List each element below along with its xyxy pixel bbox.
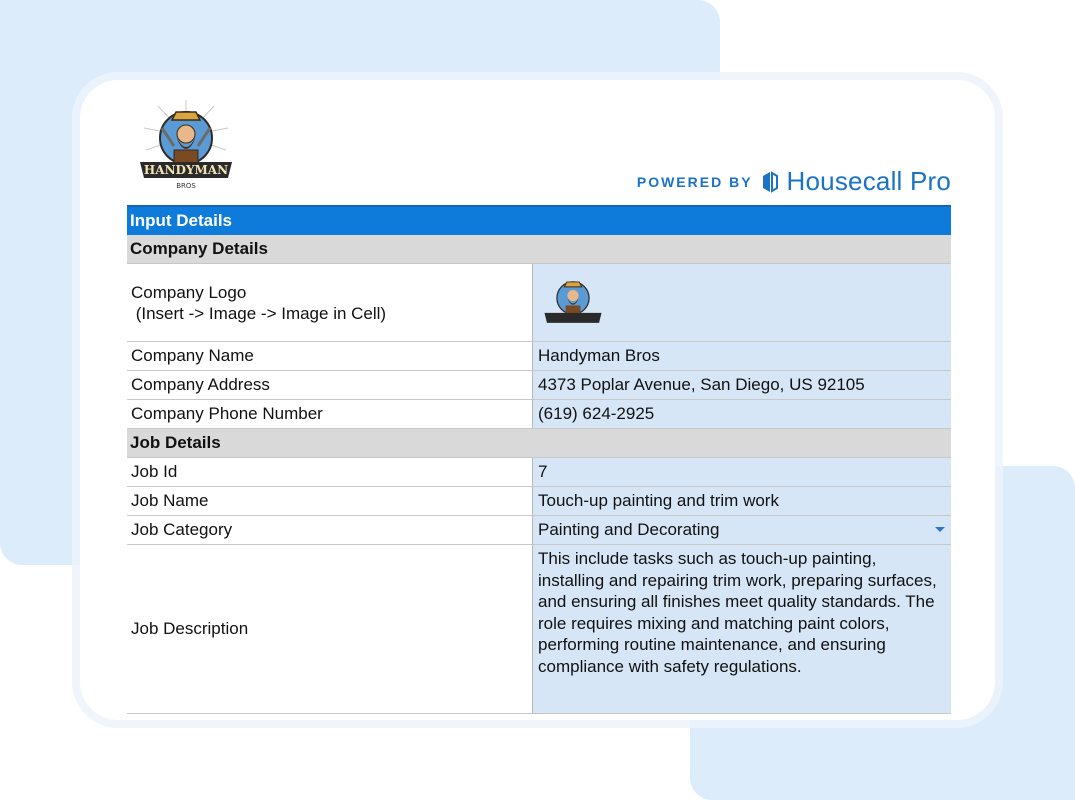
spreadsheet-card	[80, 80, 995, 720]
row-label: Company Phone Number	[127, 400, 533, 428]
powered-by-badge	[637, 166, 951, 197]
section-header-job: Job Details	[127, 429, 951, 458]
company-logo-image	[542, 273, 604, 333]
row-label-cell	[127, 264, 533, 341]
company-logo-cell[interactable]	[533, 264, 951, 341]
handyman-bros-logo	[136, 98, 236, 194]
table-row-job-category	[127, 516, 951, 545]
row-label: Job Description	[127, 545, 533, 713]
row-label: Company Address	[127, 371, 533, 399]
logo-text-main: HANDYMAN	[143, 163, 229, 177]
row-label: Job Id	[127, 458, 533, 486]
job-id-input[interactable]: 7	[533, 458, 951, 486]
company-address-input[interactable]: 4373 Poplar Avenue, San Diego, US 92105	[533, 371, 951, 399]
row-label: Company Logo	[131, 282, 247, 302]
sheet-title: Input Details	[127, 207, 951, 235]
table-row-company-name	[127, 342, 951, 371]
row-label: Company Name	[127, 342, 533, 370]
company-name-input[interactable]: Handyman Bros	[533, 342, 951, 370]
logo-text-sub: BROS	[176, 182, 196, 190]
powered-by-text: POWERED BY	[636, 173, 753, 190]
chevron-down-icon[interactable]	[935, 527, 945, 532]
table-row-company-phone	[127, 400, 951, 429]
input-sheet	[127, 205, 951, 714]
table-row-job-id	[127, 458, 951, 487]
housecall-pro-name: Housecall Pro	[786, 166, 951, 196]
row-label: Job Category	[127, 516, 533, 544]
company-phone-input[interactable]: (619) 624-2925	[533, 400, 951, 428]
job-name-input[interactable]: Touch-up painting and trim work	[533, 487, 951, 515]
row-sublabel: (Insert -> Image -> Image in Cell)	[131, 303, 387, 323]
section-header-company: Company Details	[127, 235, 951, 264]
job-category-select[interactable]	[533, 516, 951, 544]
row-label: Job Name	[127, 487, 533, 515]
housecall-pro-icon	[761, 171, 779, 193]
table-row-job-name	[127, 487, 951, 516]
job-category-value: Painting and Decorating	[538, 520, 720, 539]
table-row-job-description	[127, 545, 951, 714]
table-row-company-address	[127, 371, 951, 400]
table-row-company-logo	[127, 264, 951, 342]
job-description-input[interactable]: This include tasks such as touch-up painting, installing and repairing trim work, preparing surfaces, and ensuring all finishes meet quality standards. The role requires mixing and matching paint colors, performing routine maintenance, and ensuring compliance with safety regulations.	[533, 545, 951, 713]
